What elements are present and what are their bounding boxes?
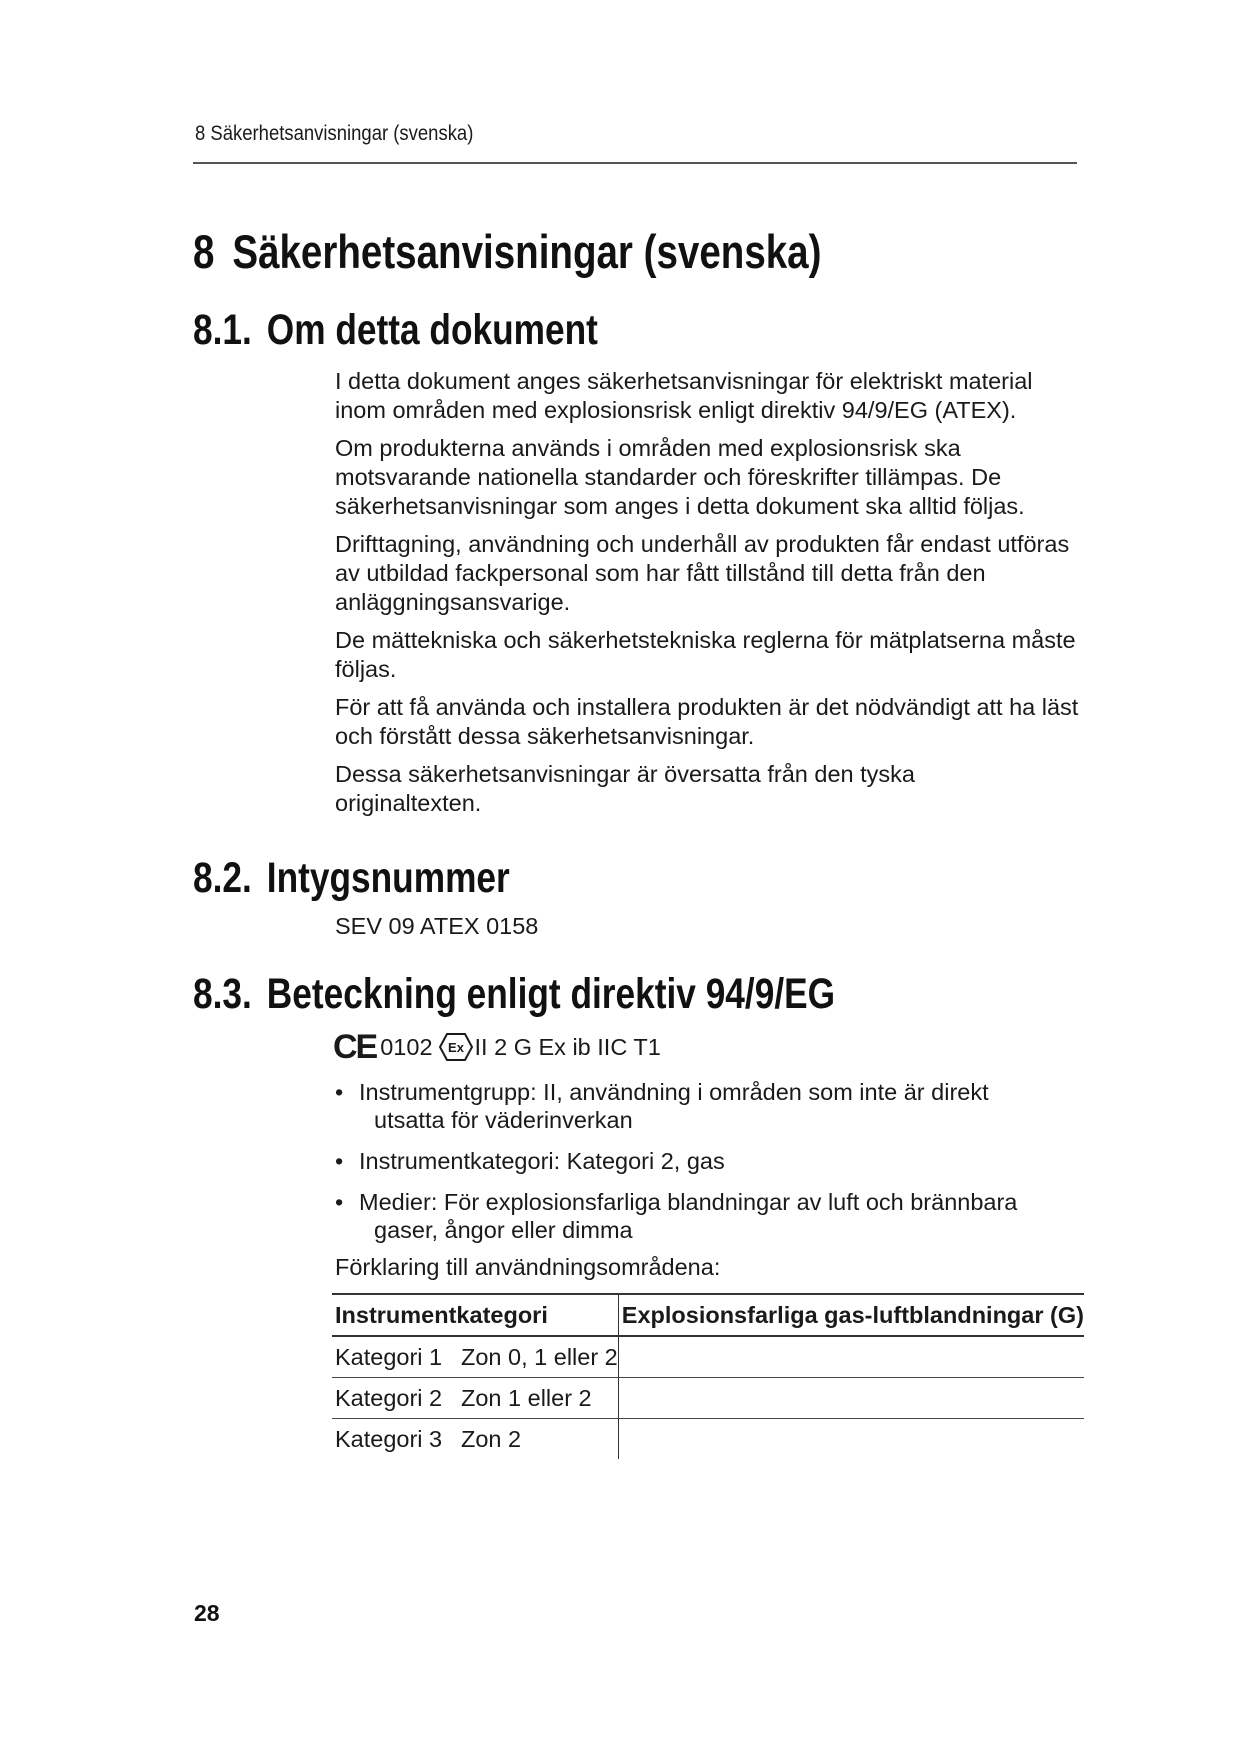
notified-body-number: 0102	[380, 1033, 433, 1060]
table-cell	[618, 1378, 1084, 1419]
ce-mark-icon: CE	[333, 1028, 377, 1066]
list-item-text: Medier: För explosionsfarliga blandningar av luft och brännbara	[359, 1189, 1018, 1215]
zone-cell: Zon 0, 1 eller 2	[461, 1343, 618, 1370]
table-row	[332, 1378, 1084, 1419]
section-title: Om detta dokument	[266, 306, 598, 354]
paragraph: De mättekniska och säkerhetstekniska reglerna för mätplatserna måste följas.	[335, 627, 1076, 682]
table-cell	[618, 1419, 1084, 1460]
table-row	[332, 1336, 1084, 1378]
list-item	[335, 1078, 1080, 1134]
section-title: Beteckning enligt direktiv 94/9/EG	[266, 970, 836, 1018]
section-heading-8-1	[193, 306, 598, 355]
list-item	[335, 1188, 1080, 1244]
legend-label: Förklaring till användningsområdena:	[335, 1254, 721, 1280]
category-cell: Kategori 3	[335, 1425, 443, 1452]
table-cell	[618, 1336, 1084, 1378]
running-header: 8 Säkerhetsanvisningar (svenska)	[195, 122, 474, 145]
page-number: 28	[194, 1600, 220, 1626]
section-number: 8.1.	[193, 306, 252, 354]
zone-cell: Zon 1 eller 2	[461, 1384, 592, 1411]
marking-code: II 2 G Ex ib IIC T1	[474, 1033, 661, 1060]
section-number: 8.3.	[193, 970, 252, 1018]
paragraph: För att få använda och installera produkten är det nödvändigt att ha läst och förstått dessa säkerhetsanvisningar.	[335, 694, 1079, 749]
certificate-number: SEV 09 ATEX 0158	[335, 913, 539, 939]
list-item	[335, 1147, 1080, 1175]
chapter-heading	[193, 224, 821, 279]
category-cell: Kategori 1	[335, 1343, 443, 1370]
zone-table	[332, 1293, 1084, 1459]
bullet-icon: •	[335, 1148, 344, 1174]
section-heading-8-3	[193, 970, 835, 1019]
section-heading-8-2	[193, 854, 510, 903]
list-item-text: Instrumentkategori: Kategori 2, gas	[359, 1148, 725, 1174]
column-header: Explosionsfarliga gas-luftblandningar (G)	[618, 1294, 1084, 1336]
chapter-number: 8	[193, 225, 215, 278]
atex-marking	[333, 1028, 661, 1066]
header-divider	[193, 162, 1077, 164]
zone-cell: Zon 2	[461, 1425, 522, 1452]
bullet-icon: •	[335, 1189, 344, 1215]
list-item-text: Instrumentgrupp: II, användning i områden som inte är direkt	[359, 1079, 989, 1105]
chapter-title: Säkerhetsanvisningar (svenska)	[232, 225, 822, 278]
paragraph: I detta dokument anges säkerhetsanvisningar för elektriskt material inom områden med explosionsrisk enligt direktiv 94/9/EG (ATEX).	[335, 368, 1033, 423]
table-cell	[332, 1336, 618, 1378]
table-cell	[332, 1378, 618, 1419]
bullet-icon: •	[335, 1079, 344, 1105]
ex-hexagon-icon	[439, 1032, 473, 1062]
category-cell: Kategori 2	[335, 1384, 443, 1411]
paragraph: Om produkterna används i områden med explosionsrisk ska motsvarande nationella standarder och föreskrifter tillämpas. De säkerhetsanvisningar som anges i detta dokument ska alltid följas.	[335, 435, 1025, 519]
paragraph: Dessa säkerhetsanvisningar är översatta från den tyska originaltexten.	[335, 761, 915, 816]
column-header: Instrumentkategori	[332, 1294, 618, 1336]
paragraph: Drifttagning, användning och underhåll av produkten får endast utföras av utbildad fackpersonal som har fått tillstånd till detta från den anläggningsansvarige.	[335, 531, 1070, 615]
table-header-row	[332, 1294, 1084, 1336]
section-number: 8.2.	[193, 854, 252, 902]
table-cell	[332, 1419, 618, 1460]
classification-list	[335, 1078, 1080, 1257]
list-item-text-continued: utsatta för väderinverkan	[374, 1107, 633, 1133]
list-item-text-continued: gaser, ångor eller dimma	[374, 1217, 633, 1243]
table-row	[332, 1419, 1084, 1460]
ex-symbol-text: Ex	[447, 1040, 464, 1055]
section-8-1-body	[335, 367, 1080, 827]
section-title: Intygsnummer	[266, 854, 510, 902]
